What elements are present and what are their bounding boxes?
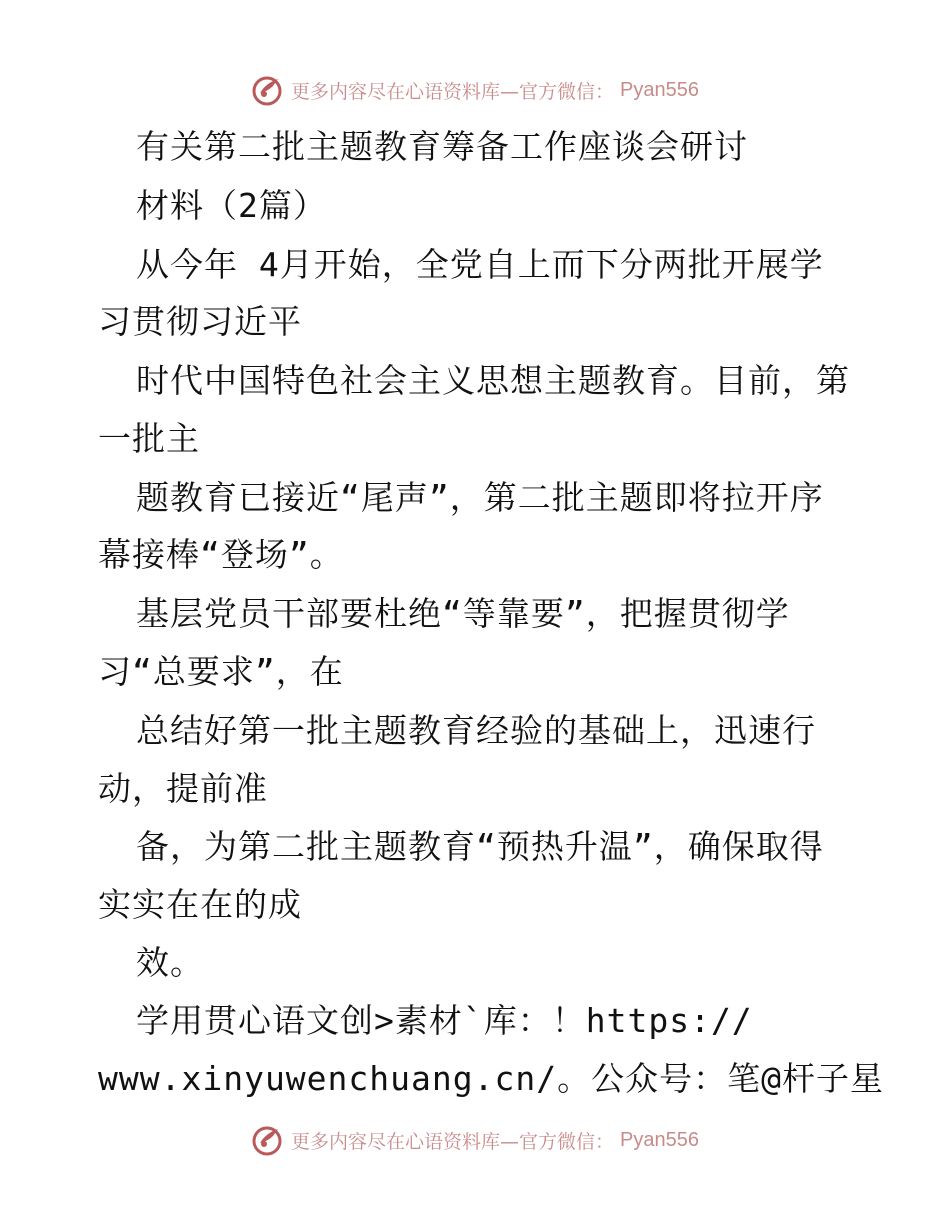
doc-line: 题教育已接近“尾声”，第二批主题即将拉开序 <box>136 478 824 517</box>
doc-line: 实实在在的成 <box>98 885 302 924</box>
doc-line: 学用贯心语文创>素材`库：！https:// <box>136 1001 753 1040</box>
doc-line: 效。 <box>136 943 204 982</box>
doc-line: 幕接棒“登场”。 <box>98 535 344 574</box>
doc-line: 基层党员干部要杜绝“等靠要”，把握贯彻学 <box>136 594 790 633</box>
doc-line: 习贯彻习近平 <box>98 302 302 341</box>
logo-icon <box>251 73 285 107</box>
banner-text: 更多内容尽在心语资料库—官方微信： <box>291 80 615 103</box>
banner-text: 更多内容尽在心语资料库—官方微信： <box>291 1130 615 1153</box>
doc-line: 动，提前准 <box>98 769 268 808</box>
banner-wechat-id: Pyan556 <box>620 78 699 101</box>
doc-line: 一批主 <box>98 419 200 458</box>
doc-line: 备，为第二批主题教育“预热升温”，确保取得 <box>136 827 824 866</box>
header-banner <box>0 70 950 110</box>
banner-wechat-id: Pyan556 <box>620 1128 699 1151</box>
doc-line: 习“总要求”，在 <box>98 652 344 691</box>
doc-line: 时代中国特色社会主义思想主题教育。目前，第 <box>136 361 850 400</box>
doc-line: 材料（2篇） <box>136 186 327 225</box>
doc-line: www.xinyuwenchuang.cn/。公众号：笔@杆子星 <box>98 1059 884 1098</box>
footer-banner <box>0 1120 950 1160</box>
doc-line: 总结好第一批主题教育经验的基础上，迅速行 <box>136 711 816 750</box>
doc-line: 从今年 4月开始，全党自上而下分两批开展学 <box>136 245 824 284</box>
logo-icon <box>251 1123 285 1157</box>
doc-line: 有关第二批主题教育筹备工作座谈会研讨 <box>136 127 748 166</box>
